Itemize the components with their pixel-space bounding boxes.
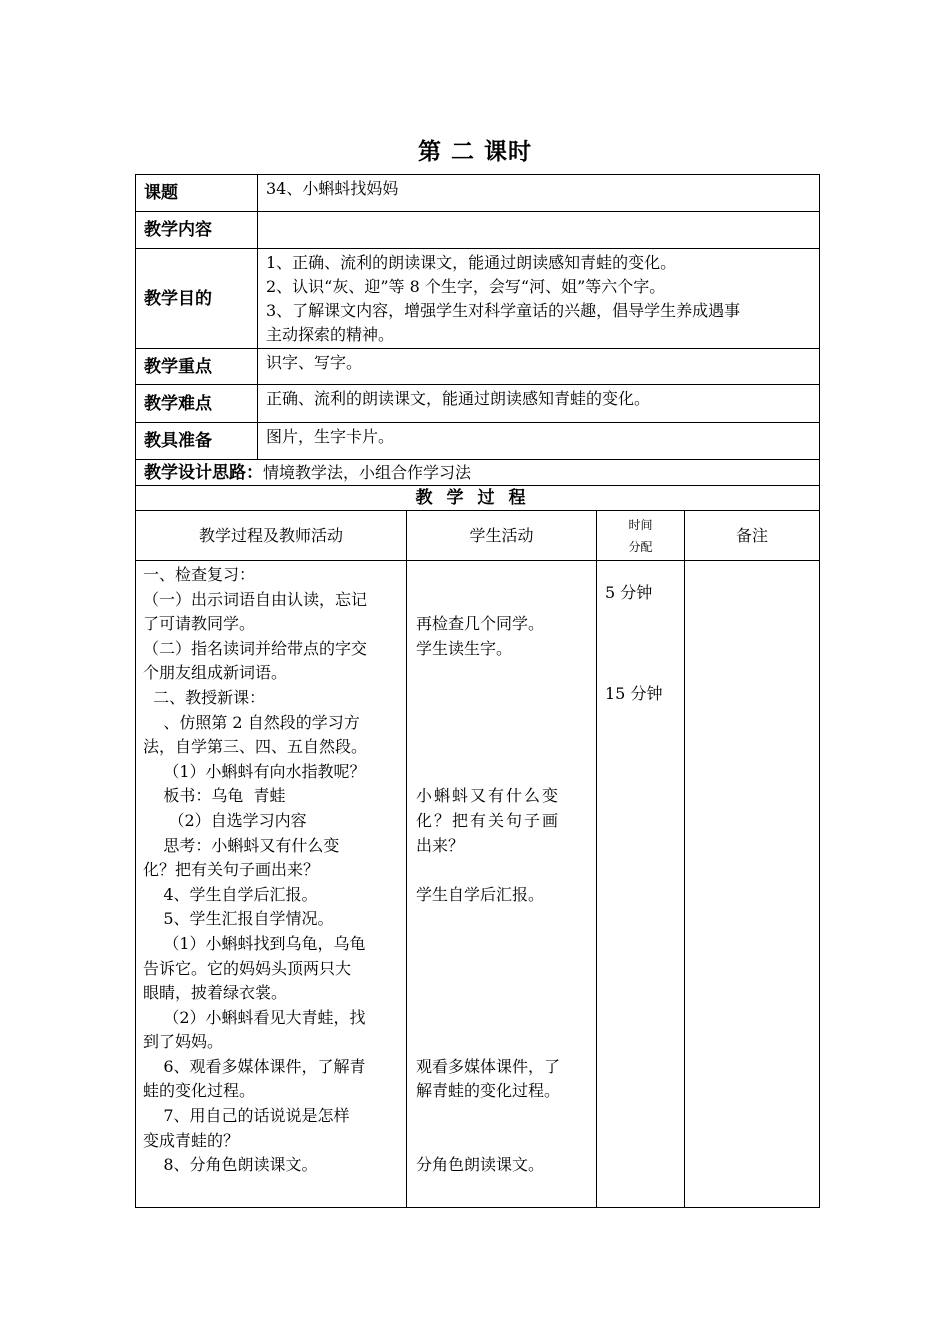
col-teacher-header: 教学过程及教师活动	[136, 511, 407, 561]
teacher-line: 7、用自己的话说说是怎样	[143, 1106, 350, 1126]
difficulty-label: 教学难点	[136, 385, 258, 423]
student-line	[416, 661, 590, 686]
topic-value: 34、小蝌蚪找妈妈	[258, 175, 820, 212]
student-line	[416, 1030, 590, 1055]
notes-cell	[685, 561, 820, 1208]
teacher-line: 了可请教同学。	[143, 614, 256, 634]
teacher-line: （2）自选学习内容	[143, 810, 307, 830]
student-line	[416, 957, 590, 982]
row-materials	[136, 423, 820, 460]
goals-value	[258, 249, 820, 349]
student-line	[416, 907, 590, 932]
row-process-heading	[136, 486, 820, 511]
goal-line: 2、认识“灰、迎”等 8 个生字，会写“河、姐”等六个字。	[266, 276, 666, 296]
goal-line: 1、正确、流利的朗读课文，能通过朗读感知青蛙的变化。	[266, 252, 677, 272]
materials-value: 图片，生字卡片。	[258, 423, 820, 460]
time-allocation-1: 5 分钟	[605, 583, 653, 602]
teacher-line: 6、观看多媒体课件，了解青	[143, 1056, 366, 1076]
teacher-line: （1）小蝌蚪找到乌龟，乌龟	[143, 933, 366, 953]
col-time-header	[597, 511, 685, 561]
row-design	[136, 460, 820, 486]
teacher-line: 板书：乌龟 青蛙	[143, 786, 286, 806]
student-line: 化？把有关句子画	[416, 810, 561, 830]
student-line: 学生读生字。	[416, 638, 513, 658]
teacher-activities	[136, 561, 407, 1208]
student-line: 观看多媒体课件，了	[416, 1056, 561, 1076]
student-activities	[407, 561, 597, 1208]
goals-label: 教学目的	[136, 249, 258, 349]
teacher-line: 到了妈妈。	[143, 1032, 224, 1052]
content-value	[258, 212, 820, 249]
teacher-line: 二、教授新课：	[143, 687, 266, 707]
design-value: 情境教学法，小组合作学习法	[263, 462, 472, 482]
student-line	[416, 760, 590, 785]
student-line: 出来？	[416, 835, 465, 855]
student-line: 分角色朗读课文。	[416, 1155, 545, 1175]
student-line	[416, 932, 590, 957]
lesson-plan-table	[135, 174, 820, 1208]
teacher-line: （一）出示词语自由认读，忘记	[143, 589, 368, 609]
col-time-header-line1: 时间	[628, 517, 653, 532]
teacher-line: 化？把有关句子画出来？	[143, 860, 320, 880]
row-goals	[136, 249, 820, 349]
row-difficulty	[136, 385, 820, 423]
teacher-line: （1）小蝌蚪有向水指教呢？	[143, 761, 366, 781]
teacher-line: 一、检查复习：	[143, 565, 256, 584]
teacher-line: 5、学生汇报自学情况。	[143, 909, 334, 929]
teacher-line: 眼睛，披着绿衣裳。	[143, 983, 288, 1003]
teacher-line: 8、分角色朗读课文。	[143, 1155, 318, 1175]
student-line: 小蝌蚪又有什么变	[416, 786, 561, 806]
teacher-line: 告诉它。它的妈妈头顶两只大	[143, 958, 352, 978]
row-focus	[136, 349, 820, 385]
student-line	[416, 1129, 590, 1154]
process-heading: 教学过程	[136, 486, 820, 511]
page-title: 第 二 课时	[417, 138, 532, 165]
focus-label: 教学重点	[136, 349, 258, 385]
teacher-line: 思考：小蝌蚪又有什么变	[143, 835, 340, 855]
teacher-line: 法，自学第三、四、五自然段。	[143, 737, 368, 757]
design-cell	[136, 460, 820, 486]
student-line	[416, 1104, 590, 1129]
time-allocation	[597, 561, 685, 1208]
teacher-line: （2）小蝌蚪看见大青蛙，找	[143, 1007, 366, 1027]
col-notes-header: 备注	[685, 511, 820, 561]
topic-label: 课题	[136, 175, 258, 212]
materials-label: 教具准备	[136, 423, 258, 460]
student-line: 再检查几个同学。	[416, 614, 545, 634]
row-process-body	[136, 561, 820, 1208]
student-line: 学生自学后汇报。	[416, 884, 545, 904]
student-line	[416, 711, 590, 736]
teacher-line: 、仿照第 2 自然段的学习方	[143, 712, 360, 732]
row-content	[136, 212, 820, 249]
row-process-columns	[136, 511, 820, 561]
design-label: 教学设计思路：	[144, 462, 263, 483]
row-topic	[136, 175, 820, 212]
student-line	[416, 588, 590, 613]
content-label: 教学内容	[136, 212, 258, 249]
difficulty-value: 正确、流利的朗读课文，能通过朗读感知青蛙的变化。	[258, 385, 820, 423]
col-time-header-line2: 分配	[628, 539, 653, 554]
student-line: 解青蛙的变化过程。	[416, 1081, 561, 1101]
time-allocation-2: 15 分钟	[605, 683, 663, 703]
student-line	[416, 563, 590, 588]
teacher-line: （二）指名读词并给带点的字交	[143, 638, 368, 658]
student-line	[416, 735, 590, 760]
teacher-line: 4、学生自学后汇报。	[143, 884, 318, 904]
col-student-header: 学生活动	[407, 511, 597, 561]
student-line	[416, 858, 590, 883]
teacher-line: 个朋友组成新词语。	[143, 663, 288, 683]
student-line	[416, 1006, 590, 1031]
teacher-line: 蛙的变化过程。	[143, 1081, 256, 1101]
goal-line: 3、了解课文内容，增强学生对科学童话的兴趣，倡导学生养成遇事	[266, 300, 741, 320]
focus-value: 识字、写字。	[258, 349, 820, 385]
student-line	[416, 981, 590, 1006]
student-line	[416, 686, 590, 711]
teacher-line: 变成青蛙的？	[143, 1130, 240, 1150]
goal-line: 主动探索的精神。	[266, 324, 395, 344]
